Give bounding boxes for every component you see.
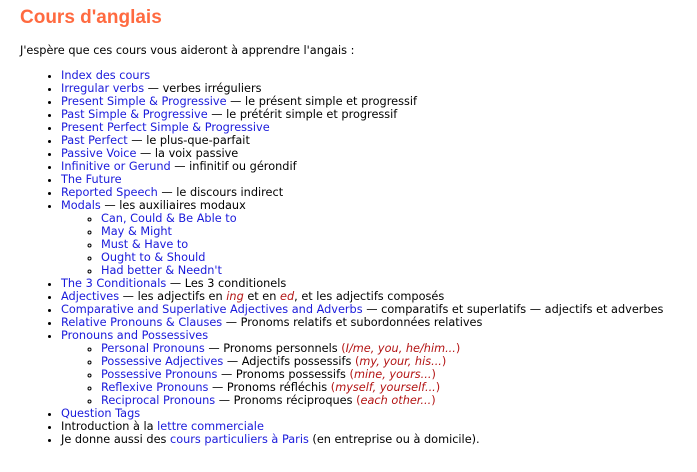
ought-should-link[interactable]: Ought to & Should	[101, 251, 206, 264]
list-item: • Past Simple & Progressive — le prétérit simple et progressif	[61, 108, 663, 121]
adjectives-link[interactable]: Adjectives	[61, 290, 120, 303]
past-simple-link[interactable]: Past Simple & Progressive	[61, 108, 208, 121]
reciprocal-pronouns-link[interactable]: Reciprocal Pronouns	[101, 394, 216, 407]
irregular-verbs-link[interactable]: Irregular verbs	[61, 82, 145, 95]
list-item	[61, 407, 663, 420]
future-link[interactable]: The Future	[61, 173, 122, 186]
list-item: • Adjectives — les adjectifs en ing et en ed, et les adjectifs composés	[61, 290, 663, 303]
modals-link[interactable]: Modals	[61, 199, 101, 212]
list-item	[61, 121, 663, 134]
possessive-pronouns-link[interactable]: Possessive Pronouns	[101, 368, 218, 381]
list-item: • Introduction à la lettre commerciale	[61, 420, 663, 433]
passive-voice-link[interactable]: Passive Voice	[61, 147, 137, 160]
item-desc: le plus-que-parfait	[146, 134, 250, 147]
example-text: I/me, you, he/him...	[345, 342, 456, 355]
must-have-to-link[interactable]: Must & Have to	[101, 238, 189, 251]
list-item: • Relative Pronouns & Clauses — Pronoms relatifs et subordonnées relatives	[61, 316, 663, 329]
present-simple-link[interactable]: Present Simple & Progressive	[61, 95, 227, 108]
list-item	[61, 69, 663, 82]
list-item: • Infinitive or Gerund — infinitif ou gérondif	[61, 160, 663, 173]
item-desc: le prétérit simple et progressif	[226, 108, 398, 121]
index-link[interactable]: Index des cours	[61, 69, 151, 82]
ed-example: ed	[280, 290, 295, 303]
sub-list-item	[101, 251, 663, 264]
sub-list-item: ◦ Personal Pronouns — Pronoms personnels (I/me, you, he/him...)	[101, 342, 663, 355]
list-item: • Je donne aussi des cours particuliers à Paris (en entreprise ou à domicile).	[61, 433, 663, 446]
item-desc: le discours indirect	[176, 186, 284, 199]
list-item: • Reported Speech — le discours indirect	[61, 186, 663, 199]
item-desc: Les 3 conditionels	[184, 277, 287, 290]
sub-list-item	[101, 212, 663, 225]
list-item: • The 3 Conditionals — Les 3 conditionels	[61, 277, 663, 290]
conditionals-link[interactable]: The 3 Conditionals	[61, 277, 167, 290]
list-item	[61, 329, 663, 407]
list-item: • Present Simple & Progressive — le présent simple et progressif	[61, 95, 663, 108]
comparative-link[interactable]: Comparative and Superlative Adjectives and Adverbs	[61, 303, 363, 316]
course-list	[0, 69, 663, 446]
past-perfect-link[interactable]: Past Perfect	[61, 134, 128, 147]
sub-list-item: ◦ Possessive Adjectives — Adjectifs possessifs (my, your, his...)	[101, 355, 663, 368]
business-letter-link[interactable]: lettre commerciale	[157, 420, 264, 433]
sub-list-item	[101, 264, 663, 277]
personal-pronouns-link[interactable]: Personal Pronouns	[101, 342, 205, 355]
sub-list-item: ◦ Reflexive Pronouns — Pronoms réfléchis (myself, yourself...)	[101, 381, 663, 394]
had-better-link[interactable]: Had better & Needn't	[101, 264, 222, 277]
pronouns-possessives-link[interactable]: Pronouns and Possessives	[61, 329, 209, 342]
ing-example: ing	[226, 290, 244, 303]
item-desc: le présent simple et progressif	[245, 95, 417, 108]
private-lessons-link[interactable]: cours particuliers à Paris	[170, 433, 309, 446]
pronouns-sublist	[61, 342, 663, 407]
list-item: • Past Perfect — le plus-que-parfait	[61, 134, 663, 147]
may-might-link[interactable]: May & Might	[101, 225, 172, 238]
intro-text: J'espère que ces cours vous aideront à apprendre l'angais :	[20, 44, 355, 57]
list-item: • Modals — les auxiliaires modaux ◦ Can, Could & Be Able to ◦ May & Might ◦ Must & Have to ◦ Ought to & Should ◦ Had better & Needn't	[61, 199, 663, 277]
item-desc: Pronoms relatifs et subordonnées relatives	[240, 316, 483, 329]
sub-list-item: ◦ Reciprocal Pronouns — Pronoms réciproques (each other...)	[101, 394, 663, 407]
question-tags-link[interactable]: Question Tags	[61, 407, 141, 420]
list-item: • Irregular verbs — verbes irréguliers	[61, 82, 663, 95]
list-item	[61, 173, 663, 186]
sub-list-item	[101, 238, 663, 251]
item-desc: infinitif ou gérondif	[189, 160, 297, 173]
item-desc: comparatifs et superlatifs — adjectifs et adverbes	[381, 303, 664, 316]
infinitive-gerund-link[interactable]: Infinitive or Gerund	[61, 160, 171, 173]
item-desc: les auxiliaires modaux	[119, 199, 246, 212]
sub-list-item	[101, 225, 663, 238]
can-could-link[interactable]: Can, Could & Be Able to	[101, 212, 237, 225]
example-text: mine, yours...	[353, 368, 432, 381]
example-text: myself, yourself...	[335, 381, 436, 394]
list-item: • Comparative and Superlative Adjectives and Adverbs — comparatifs et superlatifs — adjectifs et adverbes	[61, 303, 663, 316]
modals-sublist	[61, 212, 663, 277]
reflexive-pronouns-link[interactable]: Reflexive Pronouns	[101, 381, 209, 394]
sub-list-item: ◦ Possessive Pronouns — Pronoms possessifs (mine, yours...)	[101, 368, 663, 381]
reported-speech-link[interactable]: Reported Speech	[61, 186, 158, 199]
present-perfect-link[interactable]: Present Perfect Simple & Progressive	[61, 121, 270, 134]
example-text: each other...	[360, 394, 432, 407]
item-desc: la voix passive	[154, 147, 239, 160]
list-item: • Passive Voice — la voix passive	[61, 147, 663, 160]
item-desc: verbes irréguliers	[162, 82, 262, 95]
relative-pronouns-link[interactable]: Relative Pronouns & Clauses	[61, 316, 223, 329]
possessive-adjectives-link[interactable]: Possessive Adjectives	[101, 355, 224, 368]
page-title: Cours d'anglais	[20, 7, 162, 28]
example-text: my, your, his...	[359, 355, 442, 368]
